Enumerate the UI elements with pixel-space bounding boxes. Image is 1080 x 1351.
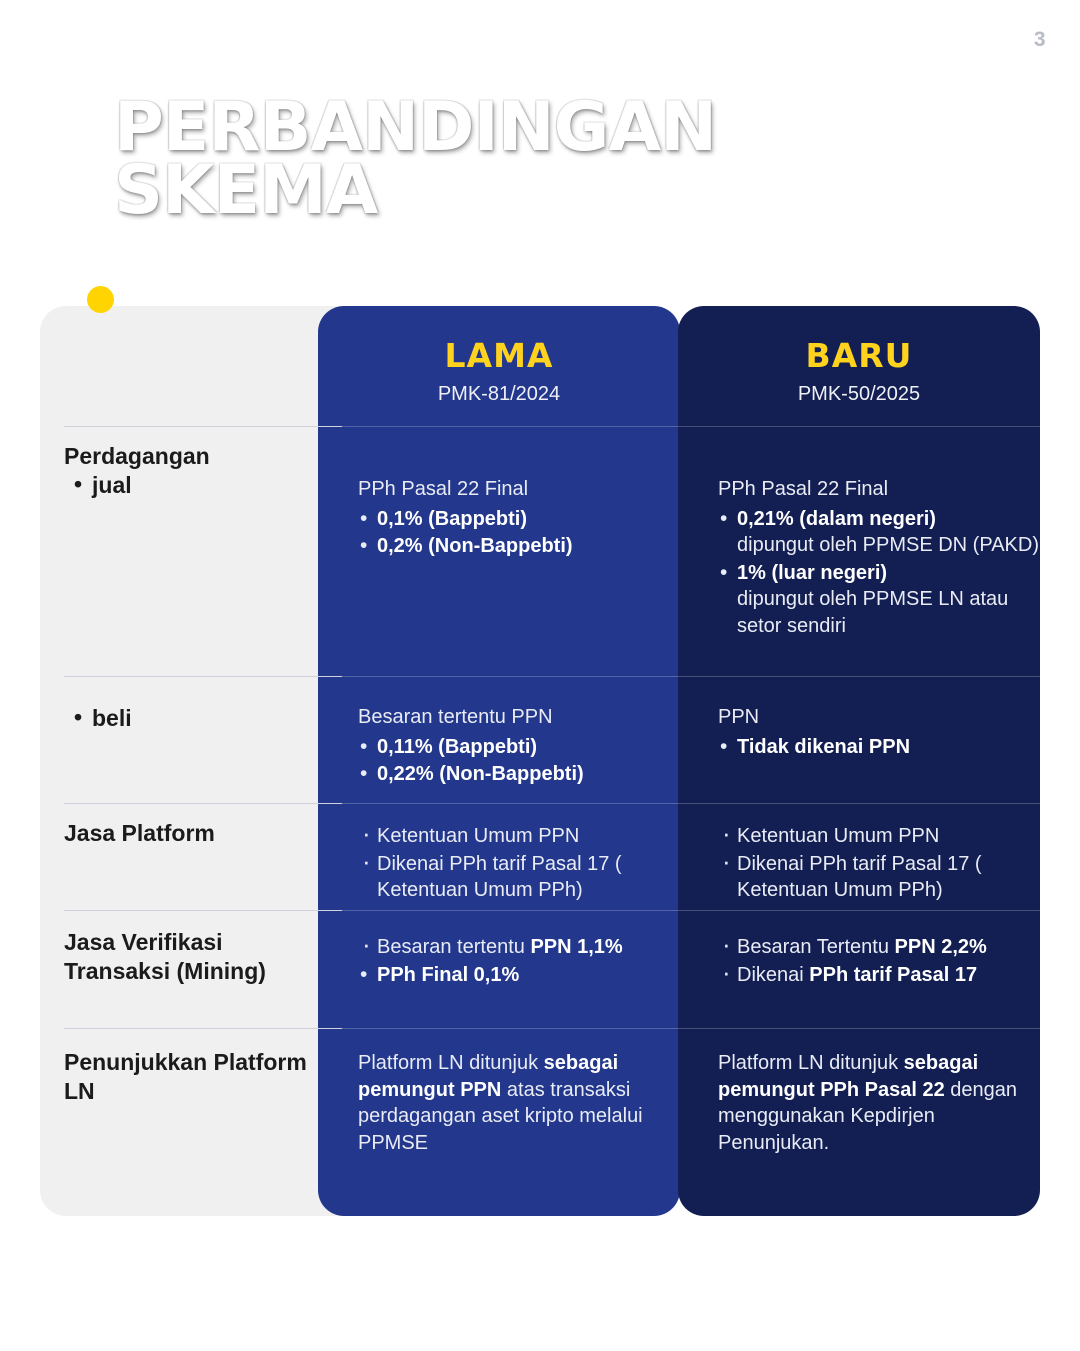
lama-lead: Besaran tertentu PPN <box>358 706 553 728</box>
list-item-plain: Besaran tertentu <box>377 936 531 958</box>
divider-2 <box>64 803 342 804</box>
divider-4-dark <box>342 1028 1040 1029</box>
list-item <box>358 734 678 761</box>
baru-text-bold: sebagai pemungut PPh Pasal 22 <box>718 1052 979 1101</box>
baru-list <box>718 823 1048 904</box>
baru-list <box>718 934 1048 988</box>
header-baru-title: BARU <box>805 336 913 375</box>
lama-list <box>358 823 678 904</box>
divider-head-dark <box>342 426 1040 427</box>
row-label-main: Jasa Platform <box>64 820 215 846</box>
row-label-perdagangan <box>64 442 324 501</box>
row-label-main: Penunjukkan Platform LN <box>64 1049 307 1105</box>
list-item-strong: 0,1% (Bappebti) <box>377 507 528 530</box>
list-item: · Dikenai PPh tarif Pasal 17 ( Ketentuan Umum PPh) <box>718 851 1048 904</box>
list-item-detail: dipungut oleh PPMSE LN atau setor sendiri <box>737 588 1009 637</box>
list-item <box>358 761 678 788</box>
lama-text-bold: sebagai pemungut PPN <box>358 1052 619 1101</box>
list-item: · Dikenai PPh tarif Pasal 17 ( Ketentuan Umum PPh) <box>358 851 678 904</box>
list-item <box>358 506 678 533</box>
lama-list-2 <box>358 962 678 989</box>
list-item-strong: PPh Final 0,1% <box>377 963 520 986</box>
row-baru-perdagangan-jual <box>718 476 1048 641</box>
page-title <box>114 88 934 230</box>
baru-text-head: Platform LN ditunjuk <box>718 1052 904 1074</box>
divider-2-dark <box>342 803 1040 804</box>
list-item-detail: dipungut oleh PPMSE DN (PAKD) <box>737 534 1039 557</box>
list-item <box>358 962 678 989</box>
row-baru-penunjukkan <box>718 1050 1048 1156</box>
lama-lead: PPh Pasal 22 Final <box>358 478 529 500</box>
row-label-beli <box>64 704 324 733</box>
divider-3 <box>64 910 342 911</box>
row-baru-beli <box>718 704 1048 761</box>
row-label-jasa-verifikasi <box>64 928 324 987</box>
lama-text-tail: atas transaksi perdagangan aset kripto melalui PPMSE <box>358 1078 643 1154</box>
baru-text-tail: dengan menggunakan Kepdirjen Penunjukan. <box>718 1078 1018 1154</box>
yellow-dot-decoration <box>87 286 114 313</box>
baru-lead: PPh Pasal 22 Final <box>718 478 889 500</box>
lama-list <box>358 934 678 961</box>
divider-1-dark <box>342 676 1040 677</box>
list-item-strong: PPN 2,2% <box>894 936 987 958</box>
row-label-main: Perdagangan <box>64 443 210 469</box>
header-lama-title: LAMA <box>444 336 554 375</box>
page-title-line-1: PERBANDINGAN <box>114 88 717 167</box>
lama-text-head: Platform LN ditunjuk <box>358 1052 544 1074</box>
lama-list <box>358 506 678 560</box>
list-item-plain: Dikenai <box>737 963 810 986</box>
page-title-line-2: SKEMA <box>114 150 378 230</box>
list-item-strong: 0,21% (dalam negeri) <box>737 507 936 530</box>
list-item <box>718 934 1048 961</box>
list-item-strong: PPh tarif Pasal 17 <box>809 963 978 986</box>
row-lama-perdagangan-jual <box>358 476 678 561</box>
header-baru <box>678 336 1040 406</box>
baru-lead: PPN <box>718 706 760 728</box>
list-item-strong: PPN 1,1% <box>530 936 623 958</box>
list-item-strong: 0,2% (Non-Bappebti) <box>377 535 573 558</box>
page-number: 3 <box>1033 28 1046 51</box>
list-item <box>718 560 1048 640</box>
row-lama-jasa-platform <box>358 823 678 905</box>
row-lama-penunjukkan <box>358 1050 678 1156</box>
comparison-table <box>40 306 1040 1216</box>
divider-1 <box>64 676 342 677</box>
lama-list <box>358 734 678 788</box>
row-label-sub: • beli <box>64 704 324 733</box>
baru-list <box>718 734 1048 761</box>
list-item <box>358 934 678 961</box>
divider-3-dark <box>342 910 1040 911</box>
row-lama-beli <box>358 704 678 789</box>
baru-list <box>718 506 1048 640</box>
list-item <box>358 533 678 560</box>
list-item <box>718 962 1048 989</box>
row-label-jasa-platform <box>64 819 324 848</box>
header-lama <box>318 336 680 406</box>
row-lama-jasa-verifikasi <box>358 934 678 989</box>
row-baru-jasa-platform <box>718 823 1048 905</box>
row-label-sub: • jual <box>64 471 324 500</box>
list-item-strong: Tidak dikenai PPN <box>737 735 911 758</box>
list-item <box>718 506 1048 559</box>
row-label-main: Jasa Verifikasi Transaksi (Mining) <box>64 929 266 985</box>
header-baru-subtitle: PMK-50/2025 <box>797 383 921 405</box>
list-item: · Ketentuan Umum PPN <box>358 823 678 850</box>
divider-4 <box>64 1028 342 1029</box>
divider-head <box>64 426 342 427</box>
list-item-plain: Besaran Tertentu <box>737 936 895 958</box>
list-item-strong: 1% (luar negeri) <box>737 561 888 584</box>
list-item: · Ketentuan Umum PPN <box>718 823 1048 850</box>
row-label-penunjukkan <box>64 1048 324 1107</box>
row-baru-jasa-verifikasi <box>718 934 1048 989</box>
header-lama-subtitle: PMK-81/2024 <box>437 383 561 405</box>
list-item-strong: 0,22% (Non-Bappebti) <box>377 763 584 786</box>
list-item <box>718 734 1048 761</box>
list-item-strong: 0,11% (Bappebti) <box>377 735 538 758</box>
